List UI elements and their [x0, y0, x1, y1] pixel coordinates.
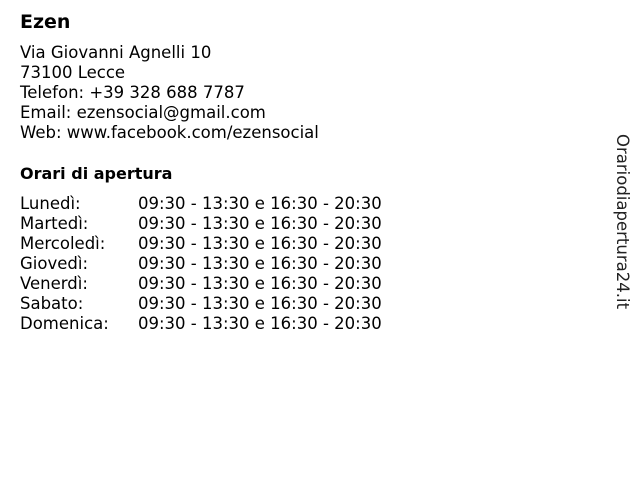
- hours-row-monday: [20, 194, 382, 214]
- hours-row-wednesday: [20, 234, 382, 254]
- day-label: Domenica:: [20, 314, 109, 333]
- opening-hours-heading: Orari di apertura: [20, 164, 173, 183]
- business-name: Ezen: [20, 11, 71, 33]
- time-range: 09:30 - 13:30 e 16:30 - 20:30: [138, 194, 382, 213]
- email-line: Email: ezensocial@gmail.com: [20, 103, 266, 122]
- day-label: Venerdì:: [20, 274, 88, 293]
- site-watermark: [614, 134, 636, 309]
- hours-row-friday: [20, 274, 382, 294]
- time-range: 09:30 - 13:30 e 16:30 - 20:30: [138, 254, 382, 273]
- phone-line: Telefon: +39 328 688 7787: [20, 83, 245, 102]
- time-range: 09:30 - 13:30 e 16:30 - 20:30: [138, 214, 382, 233]
- contact-block: [20, 43, 319, 143]
- day-label: Lunedì:: [20, 194, 81, 213]
- day-label: Martedì:: [20, 214, 89, 233]
- hours-row-saturday: [20, 294, 382, 314]
- web-line: Web: www.facebook.com/ezensocial: [20, 123, 319, 142]
- opening-hours-table: [20, 194, 382, 334]
- time-range: 09:30 - 13:30 e 16:30 - 20:30: [138, 314, 382, 333]
- day-label: Mercoledì:: [20, 234, 106, 253]
- day-label: Sabato:: [20, 294, 84, 313]
- hours-row-tuesday: [20, 214, 382, 234]
- address-street: Via Giovanni Agnelli 10: [20, 43, 212, 62]
- hours-row-thursday: [20, 254, 382, 274]
- address-city: 73100 Lecce: [20, 63, 126, 82]
- hours-row-sunday: [20, 314, 382, 334]
- day-label: Giovedì:: [20, 254, 88, 273]
- time-range: 09:30 - 13:30 e 16:30 - 20:30: [138, 234, 382, 253]
- site-watermark-text: Orariodiapertura24.it: [613, 134, 632, 310]
- time-range: 09:30 - 13:30 e 16:30 - 20:30: [138, 294, 382, 313]
- time-range: 09:30 - 13:30 e 16:30 - 20:30: [138, 274, 382, 293]
